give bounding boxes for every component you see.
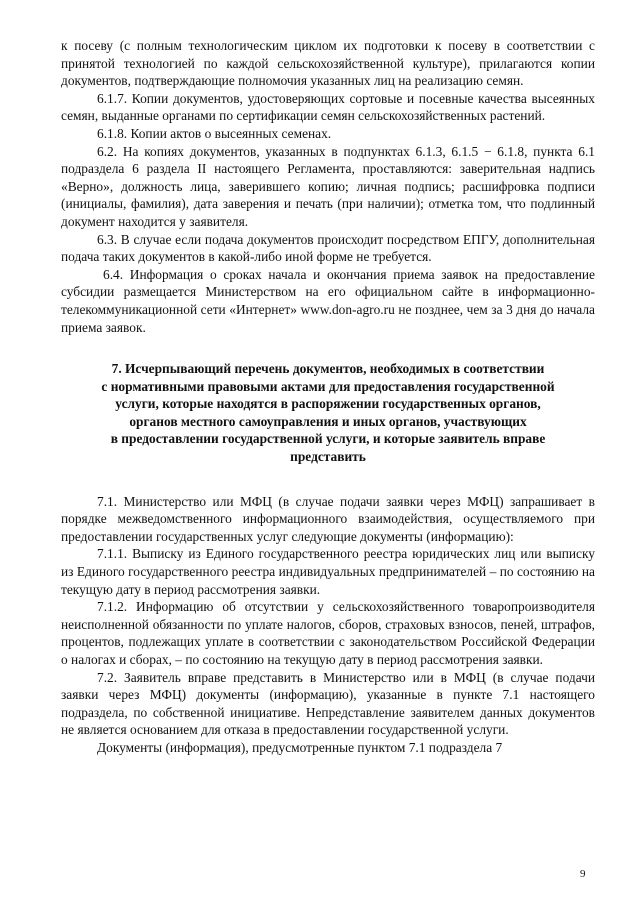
page-number: 9 <box>580 868 586 880</box>
paragraph-documents-info: Документы (информация), предусмотренные пунктом 7.1 подраздела 7 <box>97 739 503 755</box>
section-7-heading <box>61 360 595 466</box>
heading-line: представить <box>290 449 366 465</box>
paragraph-continuation: к посеву (с полным технологическим циклом их подготовки к посеву в соответствии с принятой технологией по каждой сельскохозяйственной культуре), прилагаются копии документов, подтверждающие полномочия указанных лиц на реализацию семян. <box>61 38 595 89</box>
paragraph-7-1: 7.1. Министерство или МФЦ (в случае подачи заявки через МФЦ) запрашивает в порядке межведомственного информационного взаимодействия, осуществляемого при предоставлении государственных услуг следующие документы (информацию): <box>61 493 595 544</box>
paragraph-6-1-8: 6.1.8. Копии актов о высеянных семенах. <box>97 125 332 141</box>
paragraph-6-4: 6.4. Информация о сроках начала и окончания приема заявок на предоставление субсидии размещается Министерством на его официальном сайте в информационно-телекоммуникационной сети «Интернет» www.don-agro.ru не позднее, чем за 3 дня до начала приема заявок. <box>61 266 595 335</box>
paragraph-7-1-2: 7.1.2. Информацию об отсутствии у сельскохозяйственного товаропроизводителя неисполненной обязанности по уплате налогов, сборов, страховых взносов, пеней, штрафов, процентов, подлежащих уплате в соответствии с законодательством Российской Федерации о налогах и сборах, – по состоянию на текущую дату в период рассмотрения заявки. <box>61 599 595 667</box>
heading-line: 7. Исчерпывающий перечень документов, необходимых в соответствии <box>111 361 545 377</box>
document-body <box>61 37 595 757</box>
heading-line: услуги, которые находятся в распоряжении государственных органов, <box>115 396 541 412</box>
paragraph-6-3: 6.3. В случае если подача документов происходит посредством ЕПГУ, дополнительная подача таких документов в какой-либо иной форме не требуется. <box>61 231 595 265</box>
paragraph-6-2: 6.2. На копиях документов, указанных в подпунктах 6.1.3, 6.1.5 − 6.1.8, пункта 6.1 подраздела 6 раздела II настоящего Регламента, проставляются: заверительная надпись «Верно», должность лица, заверившего копию; личная подпись; расшифровка подписи (инициалы, фамилия), дата заверения и печать (при наличии); отметка том, что подлинный документ находится у заявителя. <box>61 143 595 229</box>
heading-line: органов местного самоуправления и иных органов, участвующих <box>129 413 527 429</box>
paragraph-6-1-7: 6.1.7. Копии документов, удостоверяющих сортовые и посевные качества высеянных семян, выданные органами по сертификации семян сельскохозяйственных растений. <box>61 90 595 124</box>
paragraph-7-1-1: 7.1.1. Выписку из Единого государственного реестра юридических лиц или выписку из Единого государственного реестра индивидуальных предпринимателей – по состоянию на текущую дату в период рассмотрения заявки. <box>61 546 595 597</box>
paragraph-7-2: 7.2. Заявитель вправе представить в Министерство или в МФЦ (в случае подачи заявки через МФЦ) документы (информацию), указанные в пункте 7.1 настоящего подраздела, по собственной инициативе. Непредставление заявителем данных документов не является основанием для отказа в предоставлении государственной услуги. <box>61 669 595 738</box>
heading-line: с нормативными правовыми актами для предоставления государственной <box>101 378 555 394</box>
heading-line: в предоставлении государственной услуги, и которые заявитель вправе <box>110 431 546 447</box>
